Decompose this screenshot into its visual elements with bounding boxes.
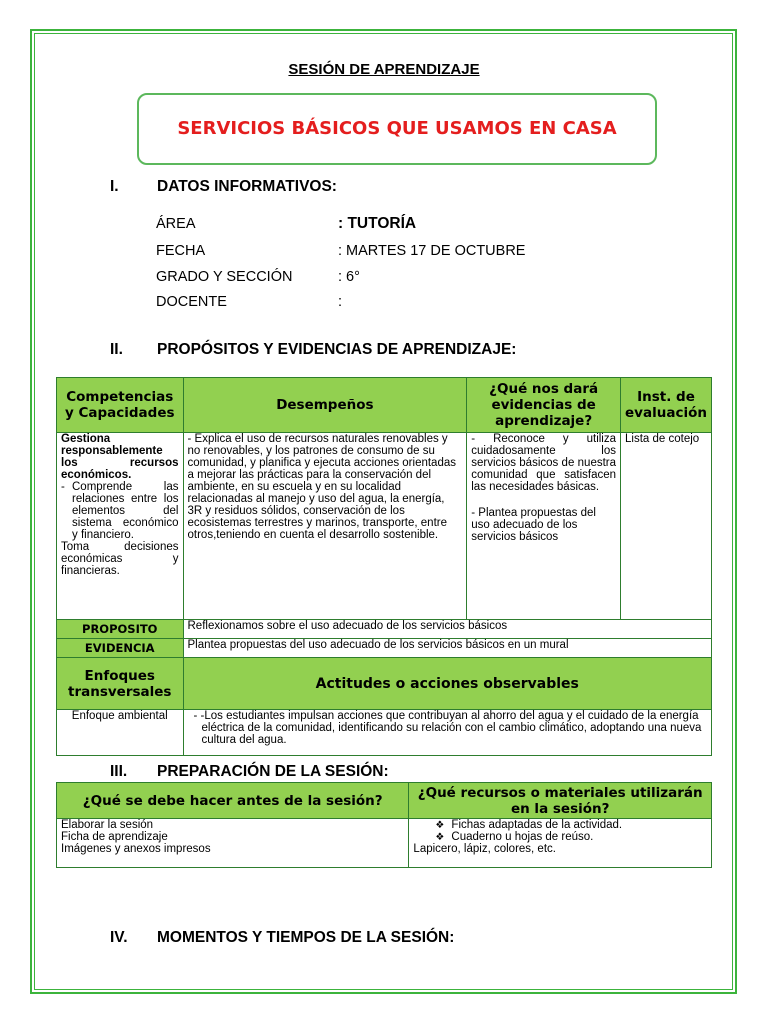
recursos-cell [409,819,712,868]
antes-item: Ficha de aprendizaje [61,831,168,843]
session-topic-box [137,93,657,165]
info-label: GRADO Y SECCIÓN [156,269,293,285]
section-heading-3: III. PREPARACIÓN DE LA SESIÓN: [110,763,389,780]
enfoques-label: Enfoques transversales [57,658,184,710]
antes-item: Imágenes y anexos impresos [61,843,211,855]
recurso-item: ❖ Fichas adaptadas de la actividad. [435,819,623,831]
purposes-table [56,377,712,756]
evidencias-cell [467,433,621,620]
info-value: : MARTES 17 DE OCTUBRE [338,243,526,259]
competencias-cell [57,433,184,620]
actitudes-label: Actitudes o acciones observables [183,658,712,710]
document-title: SESIÓN DE APRENDIZAJE [288,61,480,78]
header-desempenos: Desempeños [183,378,467,433]
info-label: ÁREA [156,216,196,232]
evidencia-text: Plantea propuestas del uso adecuado de los servicios básicos en un mural [183,639,712,658]
proposito-text: Reflexionamos sobre el uso adecuado de los servicios básicos [183,620,712,639]
desempenos-cell [183,433,467,620]
section-heading-4: IV. MOMENTOS Y TIEMPOS DE LA SESIÓN: [110,929,455,946]
header-instrumento: Inst. de evaluación [621,378,712,433]
proposito-label: PROPOSITO [57,620,184,639]
header-evidencias: ¿Qué nos dará evidencias de aprendizaje? [467,378,621,433]
recurso-item: Lapicero, lápiz, colores, etc. [413,843,556,855]
header-antes: ¿Qué se debe hacer antes de la sesión? [57,783,409,819]
header-recursos: ¿Qué recursos o materiales utilizarán en la sesión? [409,783,712,819]
info-label: DOCENTE [156,294,227,310]
antes-item: Elaborar la sesión [61,819,154,831]
info-row-fecha [156,243,525,259]
desempeno-text: - Explica el uso de recursos naturales renovables y no renovables, y los patrones de consumo de su comunidad, y planifica y ejecuta acciones orientadas a mejorar las prácticas para la conservación del ambiente, en su escuela y en su localidad relacionadas al manejo y uso del agua, la energía, 3R y residuos sólidos, conservación de los ecosistemas terrestres y marinos, transporte, entre otros,teniendo en cuenta el desarrollo sostenible. [187,433,456,541]
info-value: : [338,294,343,310]
enfoque-ambiental: Enfoque ambiental [57,710,184,756]
instrumento-text: Lista de cotejo [625,433,700,445]
info-value: : 6° [338,269,360,285]
info-label: FECHA [156,243,206,259]
preparation-table [56,782,712,868]
evidencia-item: - Reconoce y utiliza cuidadosamente los servicios básicos de nuestra comunidad que satisfacen las necesidades básicas. [471,433,617,493]
section-heading-1: I. DATOS INFORMATIVOS: [110,178,337,195]
evidencia-item: - Plantea propuestas del uso adecuado de los servicios básicos [471,507,596,543]
info-row-area [156,215,416,233]
section-heading-2: II. PROPÓSITOS Y EVIDENCIAS DE APRENDIZAJE: [110,341,517,358]
info-value: : TUTORÍA [338,215,417,232]
evidencia-label: EVIDENCIA [57,639,184,658]
session-topic: SERVICIOS BÁSICOS QUE USAMOS EN CASA [177,118,617,139]
diamond-bullet-icon: ❖ [435,820,445,831]
info-row-grado [156,269,360,285]
capacidad-item: Toma decisiones económicas y financieras. [61,541,179,577]
diamond-bullet-icon: ❖ [435,832,445,843]
info-row-docente [156,294,342,310]
competencia-title: Gestiona responsablemente los recursos económicos. [61,433,179,481]
actitud-text: - -Los estudiantes impulsan acciones que contribuyan al ahorro del agua y el cuidado de la energía eléctrica de la comunidad, identificando su relación con el cambio climático, adoptando una nueva cultura del agua. [183,710,712,756]
capacidad-item: - Comprende las relaciones entre los elementos del sistema económico y financiero. [61,481,179,541]
antes-cell [57,819,409,868]
recurso-item: ❖ Cuaderno u hojas de reúso. [435,831,594,843]
header-competencias: Competencias y Capacidades [57,378,184,433]
instrumento-cell [621,433,712,620]
